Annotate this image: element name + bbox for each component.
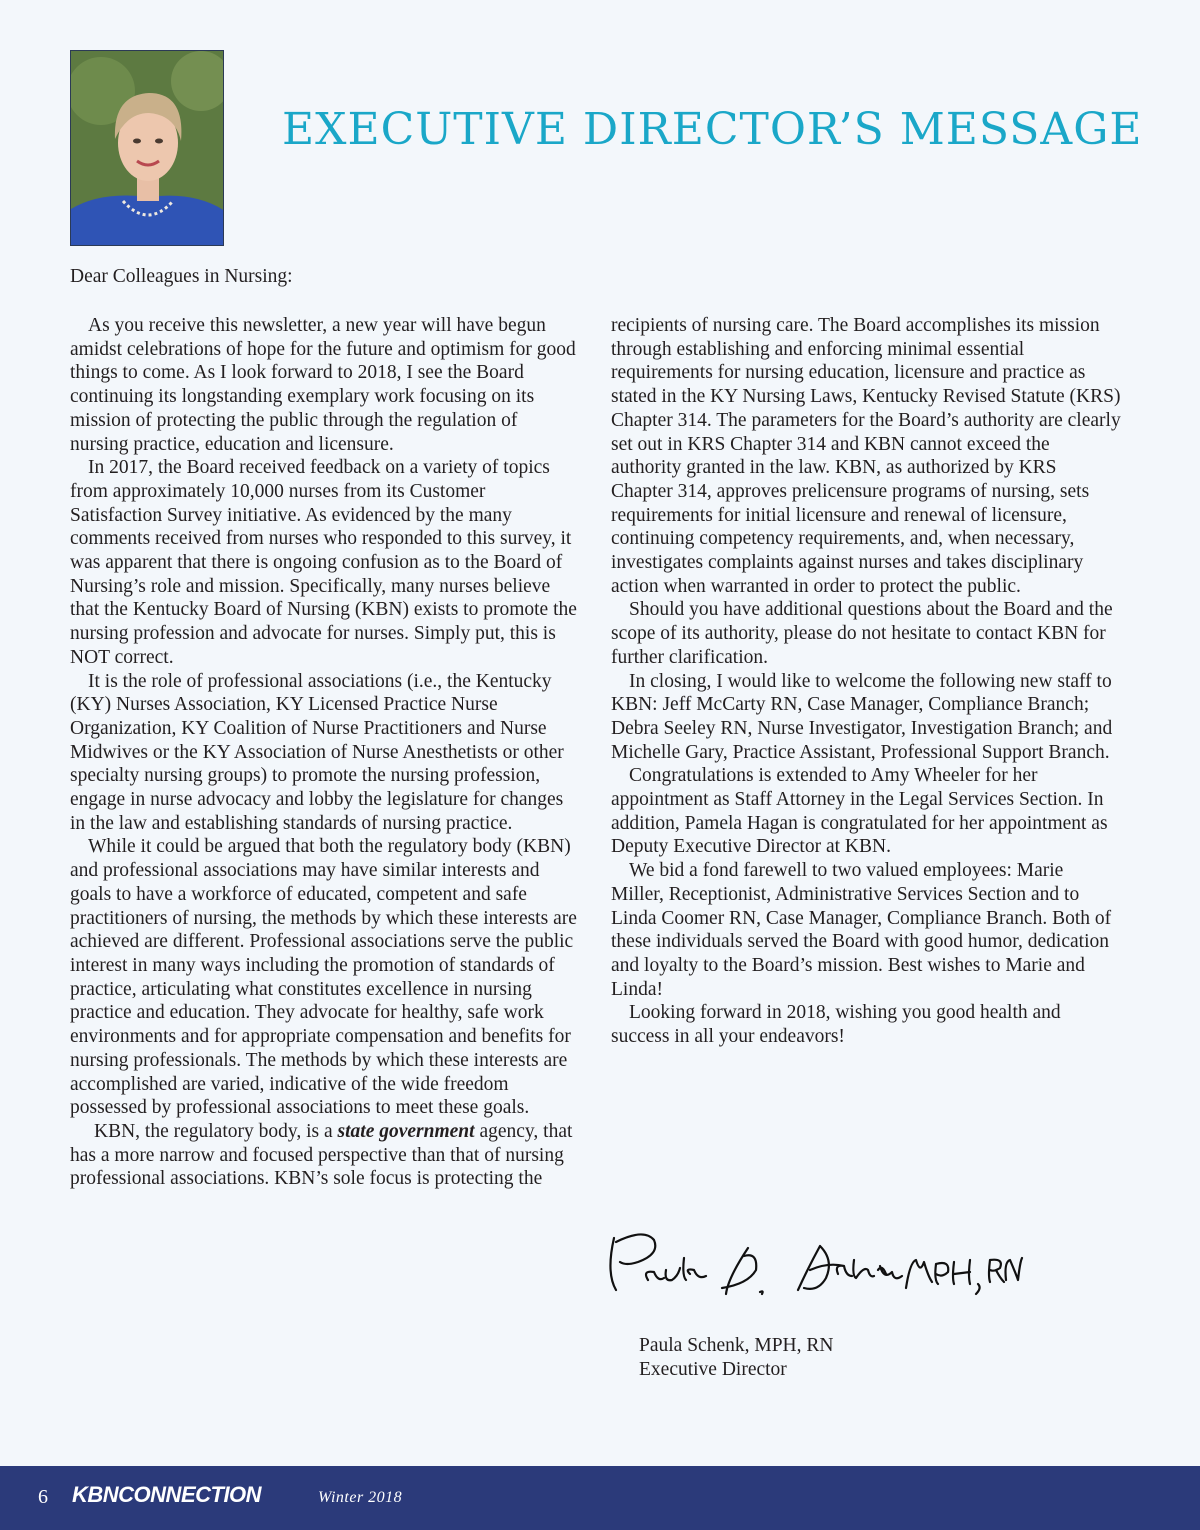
letter-left-column [70,314,580,1191]
letter-paragraph: As you receive this newsletter, a new year will have begun amidst celebrations of hope for the future and optimism for good things to come. As I look forward to 2018, I see the Board continuing its longstanding exemplary work focusing on its mission of protecting the public through the regulation of nursing practice, education and licensure. [70,315,576,455]
letter-paragraph: While it could be argued that both the regulatory body (KBN) and professional associations may have similar interests and goals to have a workforce of educated, competent and safe practitioners of nursing, the methods by which these interests are achieved are different. Professional associations serve the public interest in many ways including the promotion of standards of practice, articulating what constitutes excellence in nursing practice and education. They advocate for healthy, safe work environments and for appropriate compensation and benefits for nursing professionals. The methods by which these interests are accomplished are varied, indicative of the wide freedom possessed by professional associations to meet these goals. [70,836,577,1119]
letter-paragraph: Looking forward in 2018, wishing you good health and success in all your endeavors! [611,1002,1061,1048]
letter-text-end: agency, that has a more narrow and focused perspective than that of nursing professional associations. KBN’s sole focus is protecting the [70,1120,573,1190]
emphasis-state-government: state government [337,1120,475,1142]
signer-title: Executive Director [639,1359,787,1380]
page-number: 6 [38,1486,48,1508]
letter-text-start: KBN, the regulatory body, is a [94,1120,338,1142]
letter-salutation: Dear Colleagues in Nursing: [70,266,293,287]
publication-logo: KBNCONNECTION [72,1482,262,1507]
issue-label: Winter 2018 [318,1489,403,1506]
director-portrait-photo [70,50,224,246]
letter-paragraph-continued: recipients of nursing care. The Board accomplishes its mission through establishing and enforcing minimal essential requirements for nursing education, licensure and practice as stated in the KY Nursing Laws, Kentucky Revised Statute (KRS) Chapter 314. The parameters for the Board’s authority are clearly set out in KRS Chapter 314 and KBN cannot exceed the authority granted in the law. KBN, as authorized by KRS Chapter 314, approves prelicensure programs of nursing, sets requirements for initial licensure and renewal of licensure, continuing competency requirements, and, when necessary, investigates complaints against nurses and takes disciplinary action when warranted in order to protect the public. [611,315,1121,597]
letter-paragraph: In 2017, the Board received feedback on a variety of topics from approximately 10,000 nurses from its Customer Satisfaction Survey initiative. As evidenced by the many comments received from nurses who responded to this survey, it was apparent that there is ongoing confusion as to the Board of Nursing’s role and mission. Specifically, many nurses believe that the Kentucky Board of Nursing (KBN) exists to promote the nursing profession and advocate for nurses. Simply put, this is NOT correct. [70,457,577,668]
letter-paragraph [70,1120,580,1191]
letter-right-column [611,314,1121,1049]
signer-name: Paula Schenk, MPH, RN [639,1335,834,1356]
handwritten-signature [598,1218,1028,1318]
letter-paragraph: Should you have additional questions about the Board and the scope of its authority, please do not hesitate to contact KBN for further clarification. [611,599,1113,668]
letter-paragraph: Congratulations is extended to Amy Wheeler for her appointment as Staff Attorney in the Legal Services Section. In addition, Pamela Hagan is congratulated for her appointment as Deputy Executive Director at KBN. [611,765,1108,858]
letter-paragraph: In closing, I would like to welcome the following new staff to KBN: Jeff McCarty RN, Case Manager, Compliance Branch; Debra Seeley RN, Nurse Investigator, Investigation Branch; and Michelle Gary, Practice Assistant, Professional Support Branch. [611,670,1113,763]
signature-block [639,1334,833,1382]
page-title: EXECUTIVE DIRECTOR’S MESSAGE [282,104,1143,155]
letter-paragraph: We bid a fond farewell to two valued employees: Marie Miller, Receptionist, Administrative Services Section and to Linda Coomer RN, Case Manager, Compliance Branch. Both of these individuals served the Board with good humor, dedication and loyalty to the Board’s mission. Best wishes to Marie and Linda! [611,860,1112,1000]
letter-paragraph: It is the role of professional associations (i.e., the Kentucky (KY) Nurses Association, KY Licensed Practice Nurse Organization, KY Coalition of Nurse Practitioners and Nurse Midwives or the KY Association of Nurse Anesthetists or other specialty nursing groups) to promote the nursing profession, engage in nurse advocacy and lobby the legislature for changes in the law and establishing standards of nursing practice. [70,670,564,834]
